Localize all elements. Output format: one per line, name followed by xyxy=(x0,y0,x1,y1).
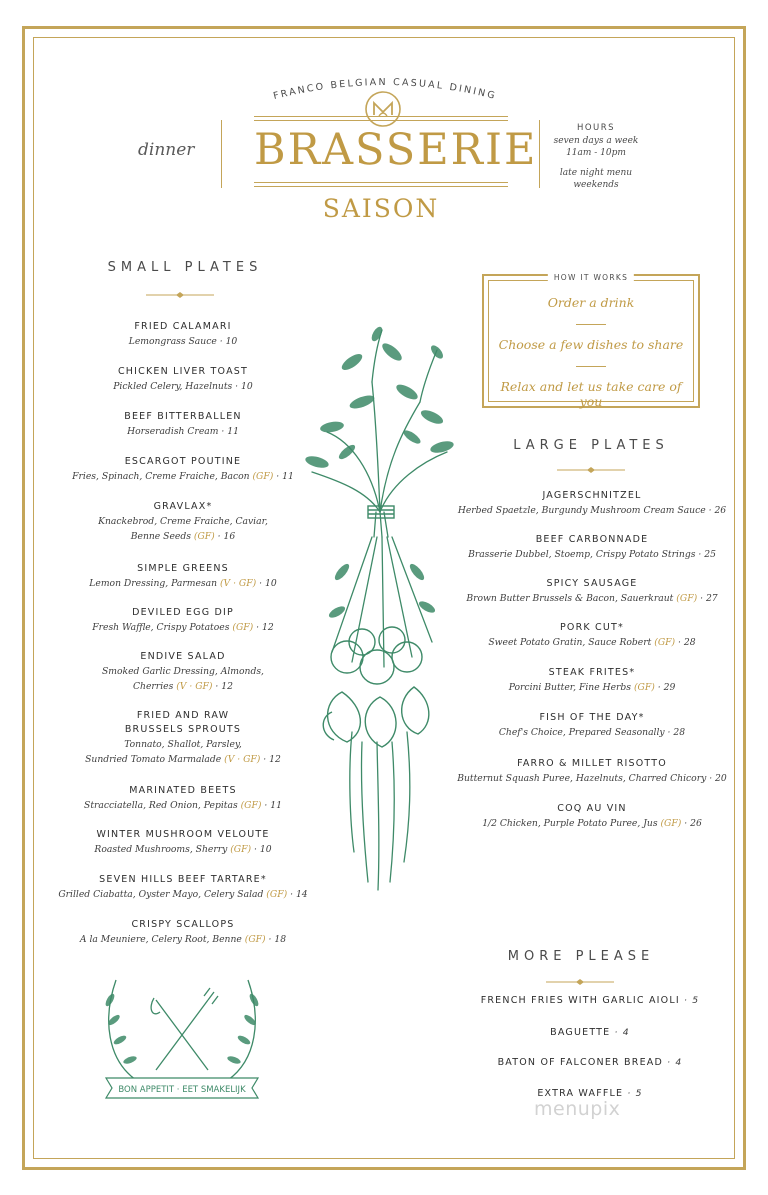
extra-item-line xyxy=(452,993,728,1008)
large-plates-title: LARGE PLATES xyxy=(513,438,669,453)
late-night-days: weekends xyxy=(573,180,619,190)
item-description-text: Roasted Mushrooms, Sherry xyxy=(94,844,228,855)
item-description-text: Sweet Potato Gratin, Sauce Robert xyxy=(488,637,652,648)
item-price: 12 xyxy=(221,681,233,692)
item-price: 10 xyxy=(264,578,277,589)
item-name: BEEF CARBONNADE xyxy=(535,534,649,545)
item-name: BEEF BITTERBALLEN xyxy=(124,411,242,422)
more-please-ornament xyxy=(546,978,614,986)
menu-item xyxy=(55,650,311,694)
item-description-text: A la Meuniere, Celery Root, Benne xyxy=(79,934,242,945)
item-description xyxy=(55,664,311,679)
menu-item xyxy=(55,784,311,813)
dietary-tag: (GF) xyxy=(633,682,655,693)
menu-item xyxy=(456,533,728,562)
item-description-text: Pickled Celery, Hazelnuts xyxy=(113,381,233,392)
item-description: Benne Seeds (GF) · 16 xyxy=(130,531,236,542)
item-name: MARINATED BEETS xyxy=(129,785,237,796)
menu-item xyxy=(55,562,311,591)
extra-item-line xyxy=(452,1025,728,1040)
menu-item xyxy=(55,709,311,767)
large-plates-ornament xyxy=(557,466,625,474)
item-name: DEVILED EGG DIP xyxy=(132,607,234,618)
item-price: 12 xyxy=(262,622,274,633)
menu-item xyxy=(456,757,728,786)
item-description-text: Porcini Butter, Fine Herbs xyxy=(508,682,632,693)
step-1: Order a drink xyxy=(547,295,635,310)
item-name: FRIED CALAMARI xyxy=(134,321,232,332)
header-divider-left xyxy=(221,120,222,188)
menu-item xyxy=(55,365,311,394)
item-name: SEVEN HILLS BEEF TARTARE* xyxy=(99,874,267,885)
item-name: FARRO & MILLET RISOTTO xyxy=(517,758,667,769)
item-price: 10 xyxy=(241,381,253,392)
menu-item xyxy=(456,489,728,518)
item-description: Porcini Butter, Fine Herbs (GF) · 29 xyxy=(508,682,676,693)
late-night-label: late night menu xyxy=(559,168,633,178)
dietary-tag: (V · GF) xyxy=(224,754,261,765)
item-description: 1/2 Chicken, Purple Potato Puree, Jus (GF) · 26 xyxy=(482,818,702,829)
extra-item-price: · 4 xyxy=(662,1057,683,1068)
dietary-tag: (GF) xyxy=(654,637,676,648)
item-price: 14 xyxy=(295,889,308,900)
item-description: Roasted Mushrooms, Sherry (GF) · 10 xyxy=(94,844,272,855)
item-name: SPICY SAUSAGE xyxy=(546,578,638,589)
brand-block xyxy=(254,116,538,192)
menu-item xyxy=(456,577,728,606)
extra-item-price: · 4 xyxy=(610,1027,630,1038)
dietary-tag: (GF) xyxy=(240,800,262,811)
step-2: Choose a few dishes to share xyxy=(498,337,684,352)
hours-block xyxy=(544,122,648,191)
menu-item xyxy=(55,873,311,902)
item-description: Herbed Spaetzle, Burgundy Mushroom Cream Sauce · 26 xyxy=(457,505,727,516)
item-name: BRUSSELS SPROUTS xyxy=(124,724,242,735)
item-description-text: 1/2 Chicken, Purple Potato Puree, Jus xyxy=(482,818,658,829)
step-divider xyxy=(576,366,606,367)
menu-item xyxy=(456,621,728,650)
menu-item xyxy=(456,711,728,740)
item-name: FISH OF THE DAY* xyxy=(539,712,645,723)
item-price: 10 xyxy=(225,336,238,347)
dietary-tag: (V · GF) xyxy=(219,578,257,589)
menu-item xyxy=(55,320,311,349)
item-name: JAGERSCHNITZEL xyxy=(542,490,642,501)
item-description: Grilled Ciabatta, Oyster Mayo, Celery Salad (GF) · 14 xyxy=(58,889,308,900)
item-description-text: Horseradish Cream xyxy=(127,426,219,437)
item-price: 16 xyxy=(223,531,236,542)
item-description: Chef's Choice, Prepared Seasonally · 28 xyxy=(498,727,686,738)
item-description-text: Brasserie Dubbel, Stoemp, Crispy Potato Strings xyxy=(468,549,696,560)
item-description-text: Stracciatella, Red Onion, Pepitas xyxy=(84,800,238,811)
menu-item xyxy=(55,918,311,947)
extra-item xyxy=(452,1055,728,1070)
item-description-text: Cherries xyxy=(133,681,174,692)
hours-days: seven days a week xyxy=(553,136,639,146)
extra-item xyxy=(452,993,728,1008)
item-price: 11 xyxy=(270,800,282,811)
item-description: Cherries (V · GF) · 12 xyxy=(133,681,233,692)
item-price: 5 xyxy=(692,995,700,1006)
item-price: 26 xyxy=(690,818,702,829)
item-description-text: Lemongrass Sauce xyxy=(128,336,217,347)
extra-item xyxy=(452,1025,728,1040)
item-description: Brown Butter Brussels & Bacon, Sauerkraut (GF) · 27 xyxy=(466,593,718,604)
item-price: 11 xyxy=(227,426,239,437)
item-description-text: Fries, Spinach, Creme Fraiche, Bacon xyxy=(72,471,250,482)
item-description-text: Tonnato, Shallot, Parsley, xyxy=(124,739,242,750)
emblem-banner-text: BON APPETIT · EET SMAKELIJK xyxy=(118,1085,246,1095)
menu-item xyxy=(456,666,728,695)
extra-item-name: EXTRA WAFFLE xyxy=(537,1088,624,1099)
item-description: Brasserie Dubbel, Stoemp, Crispy Potato Strings · 25 xyxy=(468,549,716,560)
item-price: 20 xyxy=(715,773,727,784)
step-3: Relax and let us take care of you xyxy=(500,379,682,409)
menu-item xyxy=(55,455,311,484)
item-name: ENDIVE SALAD xyxy=(140,651,226,662)
item-description-text: Brown Butter Brussels & Bacon, Sauerkraut xyxy=(466,593,674,604)
dietary-tag: (GF) xyxy=(244,934,266,945)
item-price: 18 xyxy=(274,934,287,945)
item-description: A la Meuniere, Celery Root, Benne (GF) · 18 xyxy=(79,934,287,945)
small-plates-title: SMALL PLATES xyxy=(107,260,263,275)
item-price: 11 xyxy=(282,471,294,482)
item-name: CRISPY SCALLOPS xyxy=(131,919,235,930)
dietary-tag: (V · GF) xyxy=(176,681,213,692)
item-price: 10 xyxy=(259,844,272,855)
item-description: Sweet Potato Gratin, Sauce Robert (GF) · 28 xyxy=(488,637,696,648)
item-description: Butternut Squash Puree, Hazelnuts, Charred Chicory · 20 xyxy=(457,773,727,784)
item-price: 5 xyxy=(635,1088,643,1099)
item-name: FRIED AND RAW xyxy=(136,710,230,721)
item-description: Sundried Tomato Marmalade (V · GF) · 12 xyxy=(85,754,281,765)
item-description: Fries, Spinach, Creme Fraiche, Bacon (GF) · 11 xyxy=(72,471,294,482)
item-name: GRAVLAX* xyxy=(153,501,213,512)
item-description xyxy=(55,514,311,529)
dietary-tag: (GF) xyxy=(252,471,274,482)
item-price: 26 xyxy=(714,505,727,516)
dietary-tag: (GF) xyxy=(660,818,682,829)
dietary-tag: (GF) xyxy=(232,622,254,633)
item-description: Fresh Waffle, Crispy Potatoes (GF) · 12 xyxy=(92,622,274,633)
brand-subtitle: SAISON xyxy=(322,194,440,223)
item-description xyxy=(55,737,311,752)
item-name: CHICKEN LIVER TOAST xyxy=(117,366,249,377)
dietary-tag: (GF) xyxy=(193,531,215,542)
item-description-text: Herbed Spaetzle, Burgundy Mushroom Cream Sauce xyxy=(457,505,706,516)
item-name: STEAK FRITES* xyxy=(548,667,636,678)
item-description: Lemongrass Sauce · 10 xyxy=(128,336,238,347)
menu-item xyxy=(55,606,311,635)
extra-item-name: BATON OF FALCONER BREAD xyxy=(497,1057,663,1068)
item-description-text: Grilled Ciabatta, Oyster Mayo, Celery Salad xyxy=(58,889,264,900)
dietary-tag: (GF) xyxy=(266,889,288,900)
how-it-works-box xyxy=(482,274,700,408)
extra-item-name: FRENCH FRIES WITH GARLIC AIOLI xyxy=(480,995,680,1006)
svg-text:FRANCO BELGIAN CASUAL DINING: FRANCO BELGIAN CASUAL DINING xyxy=(272,76,498,103)
item-description-text: Smoked Garlic Dressing, Almonds, xyxy=(102,666,264,677)
item-description-text: Knackebrod, Creme Fraiche, Caviar, xyxy=(98,516,268,527)
item-name: PORK CUT* xyxy=(560,622,624,633)
item-description-text: Butternut Squash Puree, Hazelnuts, Charred Chicory xyxy=(457,773,707,784)
extra-item-line xyxy=(452,1055,728,1070)
item-price: 4 xyxy=(622,1027,630,1038)
item-description: Horseradish Cream · 11 xyxy=(127,426,239,437)
item-description-text: Chef's Choice, Prepared Seasonally xyxy=(498,727,665,738)
item-description-text: Sundried Tomato Marmalade xyxy=(85,754,222,765)
item-description: Stracciatella, Red Onion, Pepitas (GF) · 11 xyxy=(84,800,282,811)
small-plates-ornament xyxy=(146,291,214,299)
dietary-tag: (GF) xyxy=(676,593,698,604)
how-it-works-label: HOW IT WORKS xyxy=(548,273,634,282)
item-price: 29 xyxy=(663,682,676,693)
extra-item-name: BAGUETTE xyxy=(550,1027,611,1038)
item-price: 4 xyxy=(675,1057,683,1068)
item-price: 28 xyxy=(683,637,696,648)
item-name: ESCARGOT POUTINE xyxy=(124,456,242,467)
item-description-text: Lemon Dressing, Parmesan xyxy=(89,578,218,589)
item-name: SIMPLE GREENS xyxy=(137,563,229,574)
item-price: 25 xyxy=(704,549,716,560)
header-divider-right xyxy=(539,120,540,188)
brand-title: BRASSERIE xyxy=(254,125,538,175)
extra-item-price: · 5 xyxy=(679,995,700,1006)
item-description-text: Fresh Waffle, Crispy Potatoes xyxy=(92,622,230,633)
meal-label: dinner xyxy=(138,140,195,160)
extra-item-price: · 5 xyxy=(623,1088,643,1099)
item-price: 28 xyxy=(673,727,686,738)
menu-item xyxy=(55,828,311,857)
hours-time: 11am - 10pm xyxy=(566,148,626,158)
item-description-text: Benne Seeds xyxy=(130,531,191,542)
dietary-tag: (GF) xyxy=(230,844,252,855)
bon-appetit-emblem xyxy=(96,960,268,1118)
item-description: Lemon Dressing, Parmesan (V · GF) · 10 xyxy=(89,578,277,589)
item-price: 12 xyxy=(269,754,281,765)
menu-item xyxy=(55,500,311,544)
watermark: menupix xyxy=(534,1098,621,1120)
menu-item xyxy=(55,410,311,439)
item-description: Pickled Celery, Hazelnuts · 10 xyxy=(113,381,253,392)
vegetable-bundle-illustration xyxy=(292,322,462,892)
step-divider xyxy=(576,324,606,325)
more-please-title: MORE PLEASE xyxy=(507,949,655,964)
item-price: 27 xyxy=(705,593,718,604)
item-name: COQ AU VIN xyxy=(557,803,627,814)
hours-title: HOURS xyxy=(576,123,616,133)
menu-item xyxy=(456,802,728,831)
item-name: WINTER MUSHROOM VELOUTE xyxy=(96,829,270,840)
